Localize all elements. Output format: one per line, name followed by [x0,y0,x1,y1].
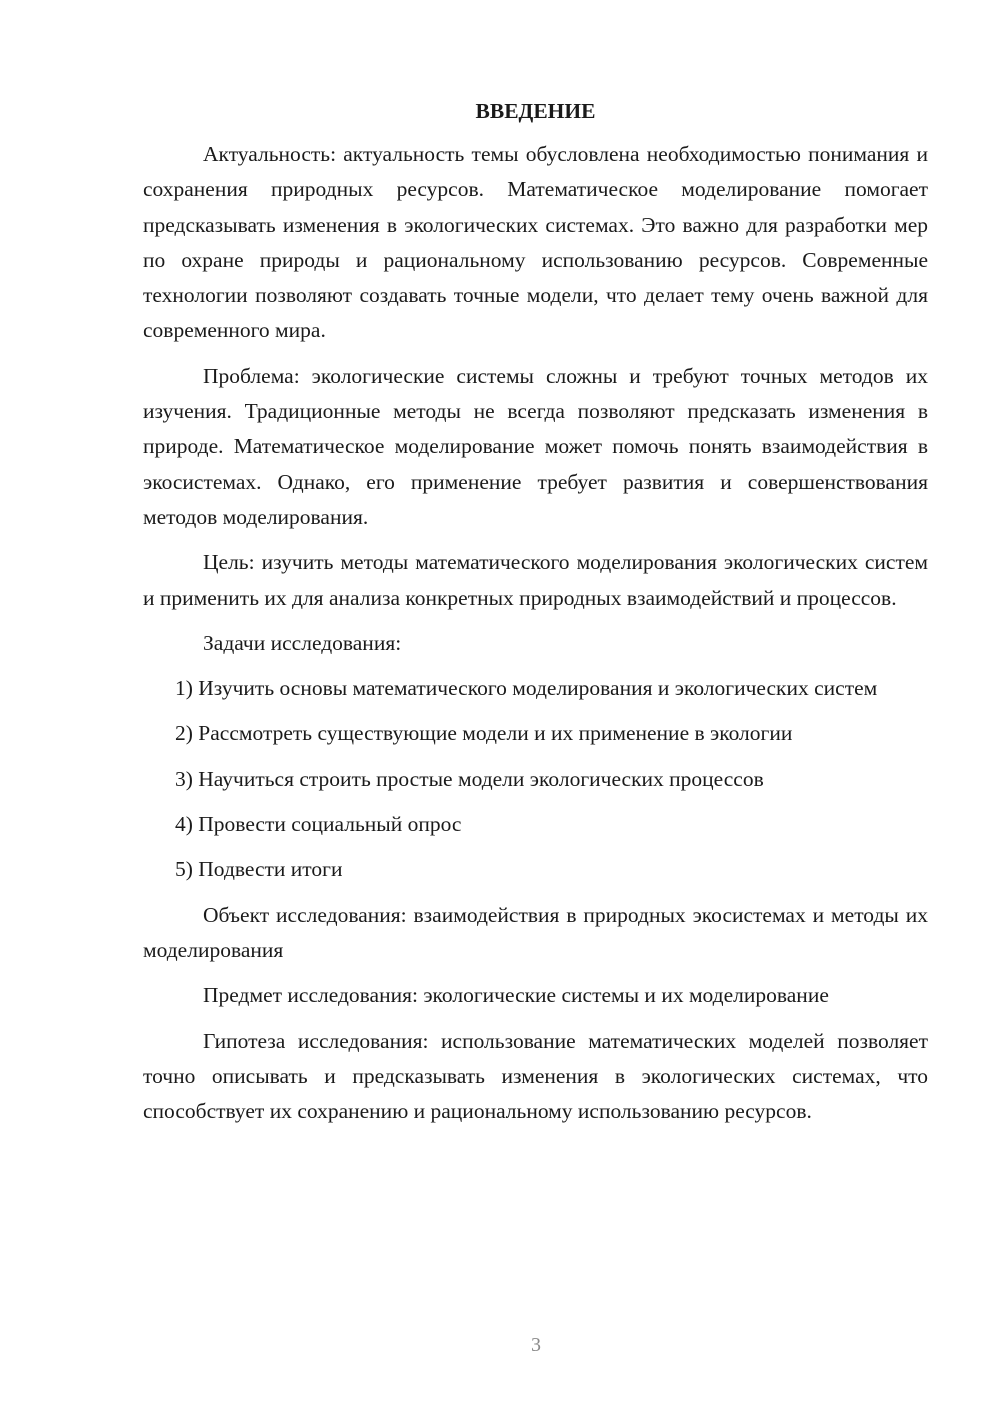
tasks-list [143,671,928,887]
task-item: 3) Научиться строить простые модели экологических процессов [175,766,764,791]
page-number: 3 [531,1334,541,1356]
goal-paragraph: Цель: изучить методы математического моделирования экологических систем и применить их для анализа конкретных природных взаимодействий и процессов. [143,550,928,610]
task-item: 2) Рассмотреть существующие модели и их применение в экологии [175,721,793,746]
object-paragraph: Объект исследования: взаимодействия в природных экосистемах и методы их моделирования [143,902,928,962]
hypothesis-paragraph: Гипотеза исследования: использование математических моделей позволяет точно описывать и предсказывать изменения в экологических системах, что способствует их сохранению и рациональному использованию ресурсов. [143,1028,928,1124]
document-page [143,95,928,1139]
task-item: 1) Изучить основы математического моделирования и экологических систем [175,676,878,701]
subject-paragraph: Предмет исследования: экологические системы и их моделирование [203,983,829,1008]
problem-paragraph: Проблема: экологические системы сложны и требуют точных методов их изучения. Традиционные методы не всегда позволяют предсказать изменения в природе. Математическое моделирование может помочь понять взаимодействия в экосистемах. Однако, его применение требует развития и совершенствования методов моделирования. [143,363,928,529]
relevance-paragraph: Актуальность: актуальность темы обусловлена необходимостью понимания и сохранения природных ресурсов. Математическое моделирование помогает предсказывать изменения в экологических системах. Это важно для разработки мер по охране природы и рациональному использованию ресурсов. Современные технологии позволяют создавать точные модели, что делает тему очень важной для современного мира. [143,142,928,343]
tasks-heading: Задачи исследования: [203,630,402,655]
section-title: ВВЕДЕНИЕ [475,99,596,123]
task-item: 5) Подвести итоги [175,857,343,882]
task-item: 4) Провести социальный опрос [175,812,462,837]
